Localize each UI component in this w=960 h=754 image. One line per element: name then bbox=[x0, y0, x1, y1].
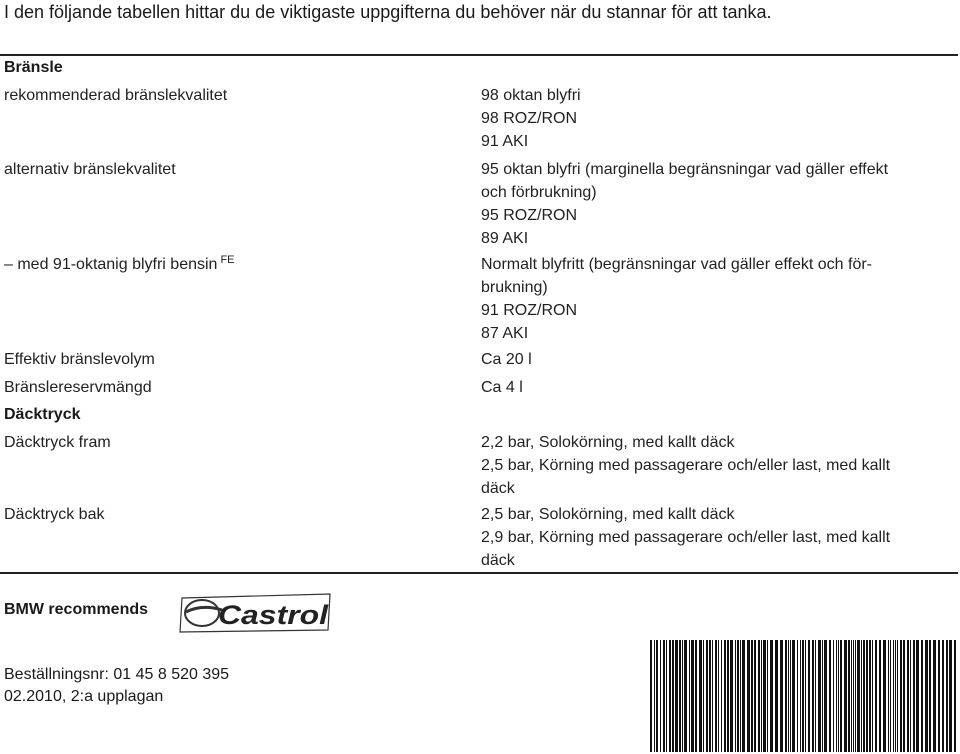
label-alternative-fuel: alternativ bränslekvalitet bbox=[4, 161, 176, 178]
barcode-bar bbox=[875, 640, 877, 752]
value-alternative-fuel bbox=[481, 158, 888, 250]
value-91-octane bbox=[481, 253, 872, 345]
barcode-bar bbox=[812, 640, 814, 752]
barcode-bar bbox=[869, 640, 871, 752]
label-91-octane bbox=[4, 256, 235, 274]
svg-text:Castrol: Castrol bbox=[218, 600, 329, 630]
value-tire-front bbox=[481, 431, 890, 500]
barcode-bar bbox=[857, 640, 860, 752]
barcode-bar bbox=[689, 640, 690, 752]
barcode-bar bbox=[872, 640, 873, 752]
barcode-bar bbox=[933, 640, 936, 752]
label-fuel-reserve: Bränslereservmängd bbox=[4, 379, 152, 396]
barcode-bar bbox=[900, 640, 902, 752]
barcode-bar bbox=[805, 640, 806, 752]
barcode-bar bbox=[735, 640, 736, 752]
barcode-bar bbox=[822, 640, 823, 752]
value-line: Ca 20 l bbox=[481, 351, 532, 368]
barcode-bar bbox=[836, 640, 837, 752]
value-line: 2,2 bar, Solokörning, med kallt däck bbox=[481, 434, 735, 451]
section-heading-tires: Däcktryck bbox=[4, 406, 81, 423]
value-line: 95 ROZ/RON bbox=[481, 207, 578, 224]
barcode-bar bbox=[929, 640, 931, 752]
barcode-bar bbox=[712, 640, 713, 752]
barcode-bar bbox=[848, 640, 850, 752]
label-tire-front: Däcktryck fram bbox=[4, 434, 111, 451]
table-top-rule bbox=[0, 54, 958, 56]
barcode-bar bbox=[851, 640, 852, 752]
barcode-bar bbox=[946, 640, 948, 752]
barcode-bar bbox=[844, 640, 847, 752]
value-tire-rear bbox=[481, 503, 890, 572]
barcode-bar bbox=[840, 640, 842, 752]
barcode-bar bbox=[709, 640, 711, 752]
barcode-bar bbox=[770, 640, 773, 752]
barcode-bar bbox=[838, 640, 839, 752]
castrol-logo bbox=[178, 592, 334, 634]
value-line: 95 oktan blyfri (marginella begränsningar vad gäller effekt bbox=[481, 161, 889, 178]
value-line: Ca 4 l bbox=[481, 379, 523, 396]
section-heading-fuel: Bränsle bbox=[4, 59, 63, 76]
value-fuel-volume bbox=[481, 348, 532, 371]
barcode-bar bbox=[695, 640, 697, 752]
barcode-bar bbox=[855, 640, 856, 752]
barcode-bar bbox=[663, 640, 665, 752]
barcode-bar bbox=[679, 640, 681, 752]
intro-text: I den följande tabellen hittar du de viktigaste uppgifterna du behöver när du stannar för att tanka. bbox=[4, 2, 772, 22]
barcode-bar bbox=[650, 640, 652, 752]
barcode-bar bbox=[656, 640, 658, 752]
barcode-bar bbox=[888, 640, 889, 752]
barcode-bar bbox=[800, 640, 801, 752]
table-bottom-rule bbox=[0, 572, 958, 574]
value-line: däck bbox=[481, 480, 515, 497]
value-recommended-fuel bbox=[481, 84, 581, 153]
order-number: Beställningsnr: 01 45 8 520 395 bbox=[4, 666, 230, 683]
value-line: 98 oktan blyfri bbox=[481, 87, 581, 104]
barcode-bar bbox=[792, 640, 795, 752]
barcode-bar bbox=[675, 640, 678, 752]
barcode-bar bbox=[824, 640, 827, 752]
barcode-bar bbox=[921, 640, 923, 752]
value-line: 2,5 bar, Körning med passagerare och/eller last, med kallt bbox=[481, 457, 891, 474]
barcode-bar bbox=[775, 640, 778, 752]
barcode-bar bbox=[897, 640, 898, 752]
barcode-bar bbox=[866, 640, 868, 752]
barcode-bar bbox=[815, 640, 816, 752]
barcode-bar bbox=[727, 640, 729, 752]
barcode-bar bbox=[684, 640, 687, 752]
barcode-bar bbox=[721, 640, 722, 752]
label-91-octane-text: – med 91-oktanig blyfri bensin bbox=[4, 256, 218, 273]
barcode-bar bbox=[907, 640, 909, 752]
barcode-bar bbox=[660, 640, 661, 752]
barcode-bar bbox=[666, 640, 667, 752]
barcode-bar bbox=[890, 640, 891, 752]
barcode-bar bbox=[938, 640, 940, 752]
barcode-bar bbox=[910, 640, 911, 752]
barcode-bar bbox=[691, 640, 694, 752]
barcode-bar bbox=[883, 640, 886, 752]
barcode-bar bbox=[703, 640, 704, 752]
barcode-bar bbox=[699, 640, 702, 752]
label-tire-rear: Däcktryck bak bbox=[4, 506, 105, 523]
barcode-bar bbox=[861, 640, 862, 752]
value-line: 91 ROZ/RON bbox=[481, 302, 578, 319]
barcode-bar bbox=[895, 640, 896, 752]
barcode-bar bbox=[863, 640, 865, 752]
barcode-bar bbox=[903, 640, 905, 752]
label-recommended-fuel: rekommenderad bränslekvalitet bbox=[4, 87, 228, 104]
barcode-bar bbox=[790, 640, 791, 752]
value-line: 87 AKI bbox=[481, 325, 529, 342]
barcode-bar bbox=[785, 640, 787, 752]
barcode-bar bbox=[949, 640, 952, 752]
barcode-bar bbox=[954, 640, 956, 752]
barcode-bar bbox=[797, 640, 798, 752]
barcode-bar bbox=[808, 640, 810, 752]
bmw-recommends: BMW recommends bbox=[4, 601, 149, 618]
barcode-bar bbox=[829, 640, 831, 752]
value-line: 91 AKI bbox=[481, 133, 529, 150]
order-info bbox=[4, 664, 229, 708]
label-fuel-volume: Effektiv bränslevolym bbox=[4, 351, 155, 368]
barcode-bar bbox=[818, 640, 821, 752]
value-line: däck bbox=[481, 552, 515, 569]
barcode-bar bbox=[833, 640, 834, 752]
barcode-bar bbox=[788, 640, 789, 752]
barcode-bar bbox=[780, 640, 783, 752]
barcode-bar bbox=[853, 640, 854, 752]
barcode-bar bbox=[761, 640, 762, 752]
barcode-bar bbox=[737, 640, 739, 752]
barcode-bar bbox=[913, 640, 915, 752]
barcode-bar bbox=[682, 640, 683, 752]
barcode-bar bbox=[747, 640, 750, 752]
barcode-bar bbox=[718, 640, 719, 752]
barcode-bar bbox=[669, 640, 671, 752]
barcode-bar bbox=[758, 640, 760, 752]
barcode-bar bbox=[763, 640, 766, 752]
barcode-bar bbox=[942, 640, 944, 752]
value-line: brukning) bbox=[481, 279, 548, 296]
barcode-bar bbox=[802, 640, 804, 752]
barcode-bar bbox=[724, 640, 726, 752]
value-line: och förbrukning) bbox=[481, 184, 597, 201]
barcode-bar bbox=[715, 640, 717, 752]
value-fuel-reserve bbox=[481, 376, 523, 399]
barcode-image bbox=[650, 640, 958, 752]
barcode-bar bbox=[893, 640, 894, 752]
barcode-bar bbox=[767, 640, 768, 752]
barcode-bar bbox=[742, 640, 745, 752]
barcode-bar bbox=[925, 640, 928, 752]
barcode-bar bbox=[706, 640, 708, 752]
value-line: 2,9 bar, Körning med passagerare och/eller last, med kallt bbox=[481, 529, 891, 546]
barcode-bar bbox=[730, 640, 733, 752]
edition: 02.2010, 2:a upplagan bbox=[4, 688, 164, 705]
value-line: 98 ROZ/RON bbox=[481, 110, 578, 127]
barcode-bar bbox=[879, 640, 881, 752]
label-superscript: FE bbox=[220, 254, 235, 266]
barcode-bar bbox=[740, 640, 741, 752]
barcode-bar bbox=[751, 640, 753, 752]
value-line: 2,5 bar, Solokörning, med kallt däck bbox=[481, 506, 735, 523]
barcode-bar bbox=[916, 640, 919, 752]
value-line: 89 AKI bbox=[481, 230, 529, 247]
barcode-bar bbox=[654, 640, 655, 752]
value-line: Normalt blyfritt (begränsningar vad gäller effekt och för- bbox=[481, 256, 872, 273]
barcode-bar bbox=[754, 640, 756, 752]
barcode-bar bbox=[672, 640, 674, 752]
